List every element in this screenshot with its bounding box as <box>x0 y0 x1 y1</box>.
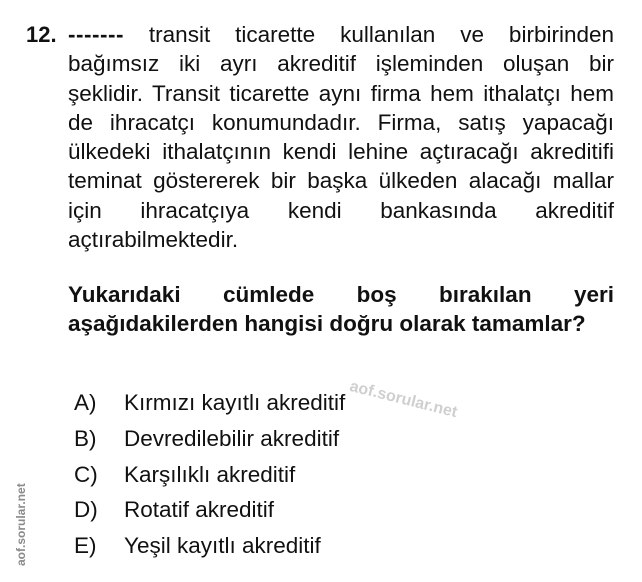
stem-text: transit ticarette kullanılan ve birbirinden bağımsız iki ayrı akreditif işleminden oluşan bir şeklidir. Transit ticarette aynı firma hem ithalatçı hem de ihracatçı konumundadır. Firma, satış yapacağı ülkedeki ithalatçının kendi lehine açtıracağı akreditifi teminat göstererek bir başka ülkeden alacağı mallar için ihracatçıya kendi bankasında akreditif açtırabilmektedir. <box>68 22 614 253</box>
watermark-diagonal: aof.sorular.net <box>347 378 459 422</box>
question-prompt: Yukarıdaki cümlede boş bırakılan yeri aşağıdakilerden hangisi doğru olarak tamamlar? <box>68 282 614 337</box>
option-letter: D) <box>74 497 98 523</box>
option-letter: C) <box>74 461 98 487</box>
question-stem <box>68 20 614 254</box>
option-text: Karşılıklı akreditif <box>124 461 296 487</box>
option-letter: B) <box>74 425 97 451</box>
option-a[interactable] <box>74 388 345 424</box>
option-c[interactable] <box>74 460 345 496</box>
question-number: 12. <box>26 22 57 47</box>
answer-options <box>74 388 345 567</box>
option-letter: E) <box>74 533 97 559</box>
option-text: Yeşil kayıtlı akreditif <box>124 533 321 559</box>
option-text: Rotatif akreditif <box>124 497 275 523</box>
option-b[interactable] <box>74 424 345 460</box>
option-d[interactable] <box>74 495 345 531</box>
option-letter: A) <box>74 390 97 415</box>
option-text: Kırmızı kayıtlı akreditif <box>124 390 346 415</box>
blank-placeholder: ------- <box>68 22 124 47</box>
watermark-side: aof.sorular.net <box>14 483 28 566</box>
option-text: Devredilebilir akreditif <box>124 425 340 451</box>
option-e[interactable] <box>74 531 345 567</box>
